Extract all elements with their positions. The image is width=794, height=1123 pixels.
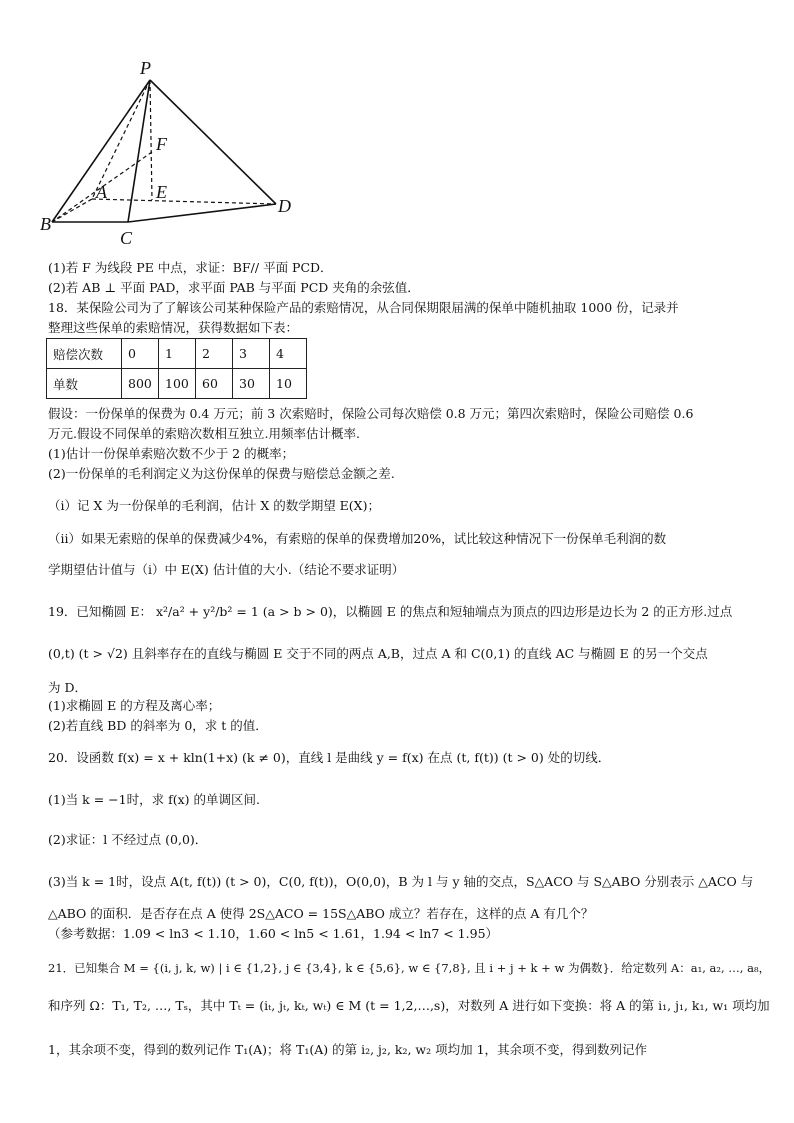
q21-line1: 21．已知集合 M = {(i, j, k, w) | i ∈ {1,2}, j ∈ {3,4}, k ∈ {5,6}, w ∈ {7,8}, 且 i + j + k + w 为偶数}．给定数列 A：a₁, a₂, …, a₈， (48, 961, 771, 975)
q19-line1: 19．已知椭圆 E： x²/a² + y²/b² = 1 (a > b > 0)，以椭圆 E 的焦点和短轴端点为顶点的四边形是边长为 2 的正方形.过点 (48, 604, 733, 619)
q18-assumption-line2: 万元.假设不同保单的索赔次数相互独立.用频率估计概率. (48, 426, 360, 441)
q18-assumption-line1: 假设：一份保单的保费为 0.4 万元；前 3 次索赔时，保险公司每次赔偿 0.8 万元；第四次索赔时，保险公司赔偿 0.6 (48, 406, 694, 421)
q21-line3: 1，其余项不变，得到的数列记作 T₁(A)；将 T₁(A) 的第 i₂, j₂, k₂, w₂ 项均加 1，其余项不变，得到数列记作 (48, 1042, 648, 1057)
q18-sub-i: （i）记 X 为一份保单的毛利润，估计 X 的数学期望 E(X)； (48, 498, 380, 513)
q19-part1: (1)求椭圆 E 的方程及离心率； (48, 698, 221, 713)
q18-intro-line1: 18．某保险公司为了了解该公司某种保险产品的索赔情况，从合同保期限届满的保单中随机抽取 1000 份，记录并 (48, 300, 679, 315)
claims-table (46, 338, 307, 399)
label-F: F (156, 134, 167, 154)
table-cell: 2 (196, 339, 233, 369)
table-row (47, 339, 307, 369)
q20-part3-line2: △ABO 的面积．是否存在点 A 使得 2S△ACO = 15S△ABO 成立？若存在，这样的点 A 有几个？ (48, 906, 594, 921)
table-cell: 10 (270, 369, 307, 399)
label-C: C (120, 228, 133, 248)
label-P: P (140, 58, 151, 78)
q18-sub-ii-line2: 学期望估计值与（i）中 E(X) 估计值的大小.（结论不要求证明） (48, 562, 405, 577)
pyramid-figure (40, 52, 320, 252)
label-A: A (96, 182, 107, 202)
table-cell: 100 (159, 369, 196, 399)
table-row (47, 369, 307, 399)
q18-part2: (2)一份保单的毛利润定义为这份保单的保费与赔偿总金额之差. (48, 466, 395, 481)
q18-sub-ii-line1: （ii）如果无索赔的保单的保费减少4%，有索赔的保单的保费增加20%，试比较这种情况下一份保单毛利润的数 (48, 531, 667, 546)
q18-part1: (1)估计一份保单索赔次数不少于 2 的概率； (48, 446, 295, 461)
table-cell: 0 (122, 339, 159, 369)
table-cell: 单数 (47, 369, 122, 399)
label-B: B (40, 214, 51, 234)
table-cell: 800 (122, 369, 159, 399)
table-cell: 30 (233, 369, 270, 399)
q20-part3-line1: (3)当 k = 1时，设点 A(t, f(t)) (t > 0)，C(0, f(t))，O(0,0)，B 为 l 与 y 轴的交点，S△ACO 与 S△ABO 分别表示 △ACO 与 (48, 874, 754, 889)
table-cell: 60 (196, 369, 233, 399)
q17-part2: (2)若 AB ⊥ 平面 PAD，求平面 PAB 与平面 PCD 夹角的余弦值． (48, 280, 420, 295)
table-cell: 4 (270, 339, 307, 369)
table-cell: 1 (159, 339, 196, 369)
q18-intro-line2: 整理这些保单的索赔情况，获得数据如下表： (48, 320, 299, 335)
q19-part2: (2)若直线 BD 的斜率为 0，求 t 的值． (48, 718, 268, 733)
table-cell: 3 (233, 339, 270, 369)
q19-line2: (0,t) (t > √2) 且斜率存在的直线与椭圆 E 交于不同的两点 A,B，过点 A 和 C(0,1) 的直线 AC 与椭圆 E 的另一个交点 (48, 646, 708, 661)
q20-reference-data: （参考数据：1.09 < ln3 < 1.10，1.60 < ln5 < 1.61，1.94 < ln7 < 1.95） (48, 926, 499, 941)
q21-line2: 和序列 Ω：T₁, T₂, …, Tₛ，其中 Tₜ = (iₜ, jₜ, kₜ, wₜ) ∈ M (t = 1,2,…,s)，对数列 A 进行如下变换：将 A 的第 i₁, j₁, k₁, w₁ 项均加 (48, 998, 770, 1013)
q17-part1: (1)若 F 为线段 PE 中点，求证：BF// 平面 PCD． (48, 260, 333, 275)
label-E: E (156, 182, 167, 202)
q19-line3: 为 D． (48, 680, 87, 695)
q20-part1: (1)当 k = −1时，求 f(x) 的单调区间. (48, 792, 260, 807)
q20-part2: (2)求证：l 不经过点 (0,0)． (48, 832, 208, 847)
label-D: D (278, 196, 291, 216)
table-cell: 赔偿次数 (47, 339, 122, 369)
q20-line1: 20．设函数 f(x) = x + kln(1+x) (k ≠ 0)，直线 l 是曲线 y = f(x) 在点 (t, f(t)) (t > 0) 处的切线． (48, 750, 611, 765)
